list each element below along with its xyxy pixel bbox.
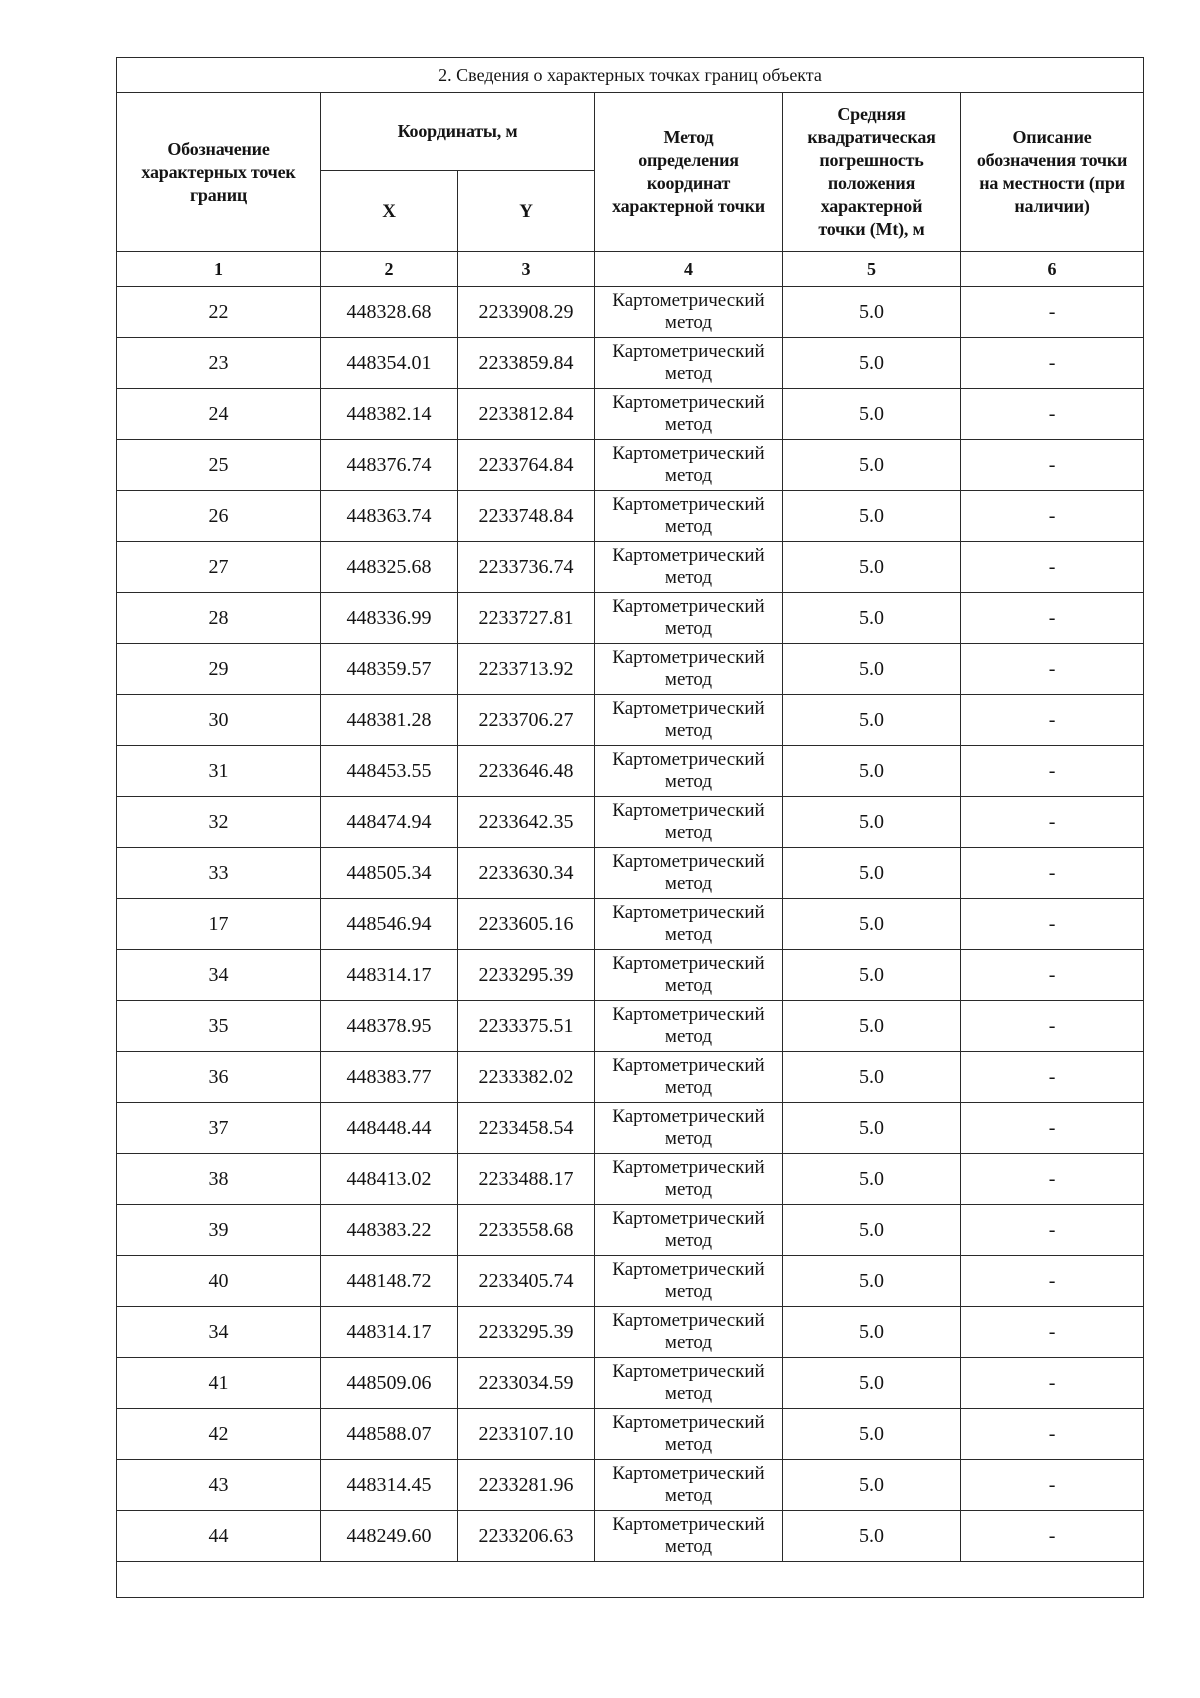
cell-y: 2233107.10 bbox=[458, 1409, 595, 1460]
cell-description: - bbox=[961, 746, 1144, 797]
cell-y: 2233382.02 bbox=[458, 1052, 595, 1103]
cell-y: 2233736.74 bbox=[458, 542, 595, 593]
cell-mean-square-error: 5.0 bbox=[783, 1001, 961, 1052]
header-description: Описание обозначения точки на местности (при наличии) bbox=[961, 93, 1144, 252]
cell-y: 2233646.48 bbox=[458, 746, 595, 797]
cell-point: 34 bbox=[117, 950, 321, 1001]
cell-description: - bbox=[961, 1256, 1144, 1307]
table-row bbox=[117, 287, 1144, 338]
cell-point: 36 bbox=[117, 1052, 321, 1103]
cell-description: - bbox=[961, 1460, 1144, 1511]
cell-mean-square-error: 5.0 bbox=[783, 1103, 961, 1154]
cell-point: 38 bbox=[117, 1154, 321, 1205]
table-row bbox=[117, 1154, 1144, 1205]
boundary-points-table bbox=[116, 57, 1144, 1598]
cell-mean-square-error: 5.0 bbox=[783, 1154, 961, 1205]
column-number: 2 bbox=[321, 252, 458, 287]
cell-mean-square-error: 5.0 bbox=[783, 1409, 961, 1460]
cell-y: 2233642.35 bbox=[458, 797, 595, 848]
cell-description: - bbox=[961, 848, 1144, 899]
column-number: 1 bbox=[117, 252, 321, 287]
cell-x: 448328.68 bbox=[321, 287, 458, 338]
cell-description: - bbox=[961, 1205, 1144, 1256]
cell-y: 2233727.81 bbox=[458, 593, 595, 644]
table-title-row bbox=[117, 58, 1144, 93]
cell-method: Картометрический метод bbox=[595, 542, 783, 593]
cell-method: Картометрический метод bbox=[595, 797, 783, 848]
cell-description: - bbox=[961, 440, 1144, 491]
cell-x: 448314.17 bbox=[321, 1307, 458, 1358]
cell-method: Картометрический метод bbox=[595, 491, 783, 542]
cell-x: 448363.74 bbox=[321, 491, 458, 542]
cell-point: 44 bbox=[117, 1511, 321, 1562]
cell-x: 448314.45 bbox=[321, 1460, 458, 1511]
cell-point: 33 bbox=[117, 848, 321, 899]
cell-point: 32 bbox=[117, 797, 321, 848]
cell-method: Картометрический метод bbox=[595, 1511, 783, 1562]
cell-x: 448448.44 bbox=[321, 1103, 458, 1154]
table-row bbox=[117, 1205, 1144, 1256]
cell-x: 448413.02 bbox=[321, 1154, 458, 1205]
cell-x: 448474.94 bbox=[321, 797, 458, 848]
cell-description: - bbox=[961, 1052, 1144, 1103]
cell-point: 28 bbox=[117, 593, 321, 644]
cell-mean-square-error: 5.0 bbox=[783, 338, 961, 389]
cell-mean-square-error: 5.0 bbox=[783, 1052, 961, 1103]
cell-mean-square-error: 5.0 bbox=[783, 1307, 961, 1358]
cell-y: 2233764.84 bbox=[458, 440, 595, 491]
cell-point: 29 bbox=[117, 644, 321, 695]
cell-point: 26 bbox=[117, 491, 321, 542]
cell-point: 22 bbox=[117, 287, 321, 338]
table-row bbox=[117, 746, 1144, 797]
cell-description: - bbox=[961, 389, 1144, 440]
cell-method: Картометрический метод bbox=[595, 1409, 783, 1460]
cell-mean-square-error: 5.0 bbox=[783, 695, 961, 746]
table-row bbox=[117, 644, 1144, 695]
cell-point: 24 bbox=[117, 389, 321, 440]
header-coordinates: Координаты, м bbox=[321, 93, 595, 171]
empty-cell bbox=[117, 1562, 1144, 1598]
cell-point: 30 bbox=[117, 695, 321, 746]
cell-y: 2233375.51 bbox=[458, 1001, 595, 1052]
cell-mean-square-error: 5.0 bbox=[783, 1460, 961, 1511]
cell-y: 2233281.96 bbox=[458, 1460, 595, 1511]
cell-x: 448336.99 bbox=[321, 593, 458, 644]
cell-y: 2233458.54 bbox=[458, 1103, 595, 1154]
cell-x: 448381.28 bbox=[321, 695, 458, 746]
table-row bbox=[117, 1256, 1144, 1307]
cell-y: 2233908.29 bbox=[458, 287, 595, 338]
cell-point: 31 bbox=[117, 746, 321, 797]
cell-y: 2233748.84 bbox=[458, 491, 595, 542]
cell-method: Картометрический метод bbox=[595, 1001, 783, 1052]
cell-description: - bbox=[961, 1511, 1144, 1562]
cell-method: Картометрический метод bbox=[595, 1052, 783, 1103]
cell-mean-square-error: 5.0 bbox=[783, 1511, 961, 1562]
cell-y: 2233295.39 bbox=[458, 950, 595, 1001]
cell-description: - bbox=[961, 1154, 1144, 1205]
cell-y: 2233812.84 bbox=[458, 389, 595, 440]
cell-x: 448314.17 bbox=[321, 950, 458, 1001]
cell-point: 40 bbox=[117, 1256, 321, 1307]
cell-description: - bbox=[961, 1409, 1144, 1460]
cell-mean-square-error: 5.0 bbox=[783, 389, 961, 440]
header-mean-square-error: Средняя квадратическая погрешность положения характерной точки (Mt), м bbox=[783, 93, 961, 252]
cell-y: 2233206.63 bbox=[458, 1511, 595, 1562]
cell-y: 2233558.68 bbox=[458, 1205, 595, 1256]
cell-description: - bbox=[961, 1358, 1144, 1409]
cell-x: 448509.06 bbox=[321, 1358, 458, 1409]
cell-mean-square-error: 5.0 bbox=[783, 491, 961, 542]
cell-mean-square-error: 5.0 bbox=[783, 848, 961, 899]
cell-mean-square-error: 5.0 bbox=[783, 593, 961, 644]
table-row bbox=[117, 899, 1144, 950]
column-number: 3 bbox=[458, 252, 595, 287]
cell-y: 2233295.39 bbox=[458, 1307, 595, 1358]
table-row bbox=[117, 593, 1144, 644]
cell-mean-square-error: 5.0 bbox=[783, 1256, 961, 1307]
cell-mean-square-error: 5.0 bbox=[783, 644, 961, 695]
cell-mean-square-error: 5.0 bbox=[783, 287, 961, 338]
table-title: 2. Сведения о характерных точках границ объекта bbox=[117, 58, 1144, 93]
column-number: 5 bbox=[783, 252, 961, 287]
cell-method: Картометрический метод bbox=[595, 593, 783, 644]
cell-description: - bbox=[961, 491, 1144, 542]
cell-y: 2233488.17 bbox=[458, 1154, 595, 1205]
cell-description: - bbox=[961, 899, 1144, 950]
cell-point: 27 bbox=[117, 542, 321, 593]
cell-description: - bbox=[961, 1103, 1144, 1154]
cell-description: - bbox=[961, 542, 1144, 593]
cell-x: 448588.07 bbox=[321, 1409, 458, 1460]
table-row bbox=[117, 848, 1144, 899]
cell-description: - bbox=[961, 1001, 1144, 1052]
cell-mean-square-error: 5.0 bbox=[783, 746, 961, 797]
table-empty-row bbox=[117, 1562, 1144, 1598]
cell-x: 448505.34 bbox=[321, 848, 458, 899]
cell-y: 2233630.34 bbox=[458, 848, 595, 899]
cell-method: Картометрический метод bbox=[595, 338, 783, 389]
cell-y: 2233405.74 bbox=[458, 1256, 595, 1307]
cell-description: - bbox=[961, 797, 1144, 848]
cell-point: 39 bbox=[117, 1205, 321, 1256]
cell-method: Картометрический метод bbox=[595, 1154, 783, 1205]
cell-mean-square-error: 5.0 bbox=[783, 440, 961, 491]
table-row bbox=[117, 440, 1144, 491]
table-row bbox=[117, 491, 1144, 542]
cell-description: - bbox=[961, 644, 1144, 695]
header-x: X bbox=[321, 171, 458, 252]
cell-method: Картометрический метод bbox=[595, 899, 783, 950]
table-row bbox=[117, 950, 1144, 1001]
cell-method: Картометрический метод bbox=[595, 1256, 783, 1307]
cell-mean-square-error: 5.0 bbox=[783, 1358, 961, 1409]
cell-description: - bbox=[961, 338, 1144, 389]
table-row bbox=[117, 1358, 1144, 1409]
cell-point: 35 bbox=[117, 1001, 321, 1052]
table-body bbox=[117, 287, 1144, 1562]
cell-method: Картометрический метод bbox=[595, 440, 783, 491]
table-row bbox=[117, 1001, 1144, 1052]
table-row bbox=[117, 389, 1144, 440]
table-row bbox=[117, 1052, 1144, 1103]
cell-mean-square-error: 5.0 bbox=[783, 1205, 961, 1256]
header-method: Метод определения координат характерной точки bbox=[595, 93, 783, 252]
cell-method: Картометрический метод bbox=[595, 746, 783, 797]
cell-point: 17 bbox=[117, 899, 321, 950]
header-point-designation: Обозначение характерных точек границ bbox=[117, 93, 321, 252]
table-row bbox=[117, 1460, 1144, 1511]
cell-y: 2233034.59 bbox=[458, 1358, 595, 1409]
table-row bbox=[117, 542, 1144, 593]
cell-x: 448359.57 bbox=[321, 644, 458, 695]
table-row bbox=[117, 797, 1144, 848]
header-y: Y bbox=[458, 171, 595, 252]
table-row bbox=[117, 1511, 1144, 1562]
cell-point: 34 bbox=[117, 1307, 321, 1358]
cell-x: 448325.68 bbox=[321, 542, 458, 593]
cell-method: Картометрический метод bbox=[595, 287, 783, 338]
cell-x: 448148.72 bbox=[321, 1256, 458, 1307]
cell-method: Картометрический метод bbox=[595, 1205, 783, 1256]
cell-x: 448376.74 bbox=[321, 440, 458, 491]
table-row bbox=[117, 1409, 1144, 1460]
cell-method: Картометрический метод bbox=[595, 950, 783, 1001]
cell-x: 448453.55 bbox=[321, 746, 458, 797]
column-number: 4 bbox=[595, 252, 783, 287]
header-row bbox=[117, 93, 1144, 171]
cell-x: 448383.77 bbox=[321, 1052, 458, 1103]
cell-method: Картометрический метод bbox=[595, 1307, 783, 1358]
column-number: 6 bbox=[961, 252, 1144, 287]
cell-x: 448546.94 bbox=[321, 899, 458, 950]
cell-description: - bbox=[961, 950, 1144, 1001]
cell-description: - bbox=[961, 287, 1144, 338]
cell-mean-square-error: 5.0 bbox=[783, 899, 961, 950]
cell-mean-square-error: 5.0 bbox=[783, 950, 961, 1001]
cell-method: Картометрический метод bbox=[595, 848, 783, 899]
cell-method: Картометрический метод bbox=[595, 695, 783, 746]
cell-method: Картометрический метод bbox=[595, 1103, 783, 1154]
table-row bbox=[117, 1307, 1144, 1358]
cell-mean-square-error: 5.0 bbox=[783, 542, 961, 593]
cell-description: - bbox=[961, 1307, 1144, 1358]
cell-method: Картометрический метод bbox=[595, 1460, 783, 1511]
cell-point: 42 bbox=[117, 1409, 321, 1460]
column-number-row bbox=[117, 252, 1144, 287]
cell-x: 448378.95 bbox=[321, 1001, 458, 1052]
table-row bbox=[117, 338, 1144, 389]
cell-point: 37 bbox=[117, 1103, 321, 1154]
table-row bbox=[117, 695, 1144, 746]
cell-point: 23 bbox=[117, 338, 321, 389]
cell-x: 448354.01 bbox=[321, 338, 458, 389]
cell-point: 25 bbox=[117, 440, 321, 491]
cell-method: Картометрический метод bbox=[595, 1358, 783, 1409]
cell-description: - bbox=[961, 593, 1144, 644]
cell-x: 448249.60 bbox=[321, 1511, 458, 1562]
cell-method: Картометрический метод bbox=[595, 389, 783, 440]
cell-mean-square-error: 5.0 bbox=[783, 797, 961, 848]
cell-description: - bbox=[961, 695, 1144, 746]
cell-y: 2233859.84 bbox=[458, 338, 595, 389]
cell-method: Картометрический метод bbox=[595, 644, 783, 695]
cell-x: 448383.22 bbox=[321, 1205, 458, 1256]
cell-point: 41 bbox=[117, 1358, 321, 1409]
cell-y: 2233706.27 bbox=[458, 695, 595, 746]
cell-y: 2233713.92 bbox=[458, 644, 595, 695]
cell-point: 43 bbox=[117, 1460, 321, 1511]
table-row bbox=[117, 1103, 1144, 1154]
cell-x: 448382.14 bbox=[321, 389, 458, 440]
cell-y: 2233605.16 bbox=[458, 899, 595, 950]
